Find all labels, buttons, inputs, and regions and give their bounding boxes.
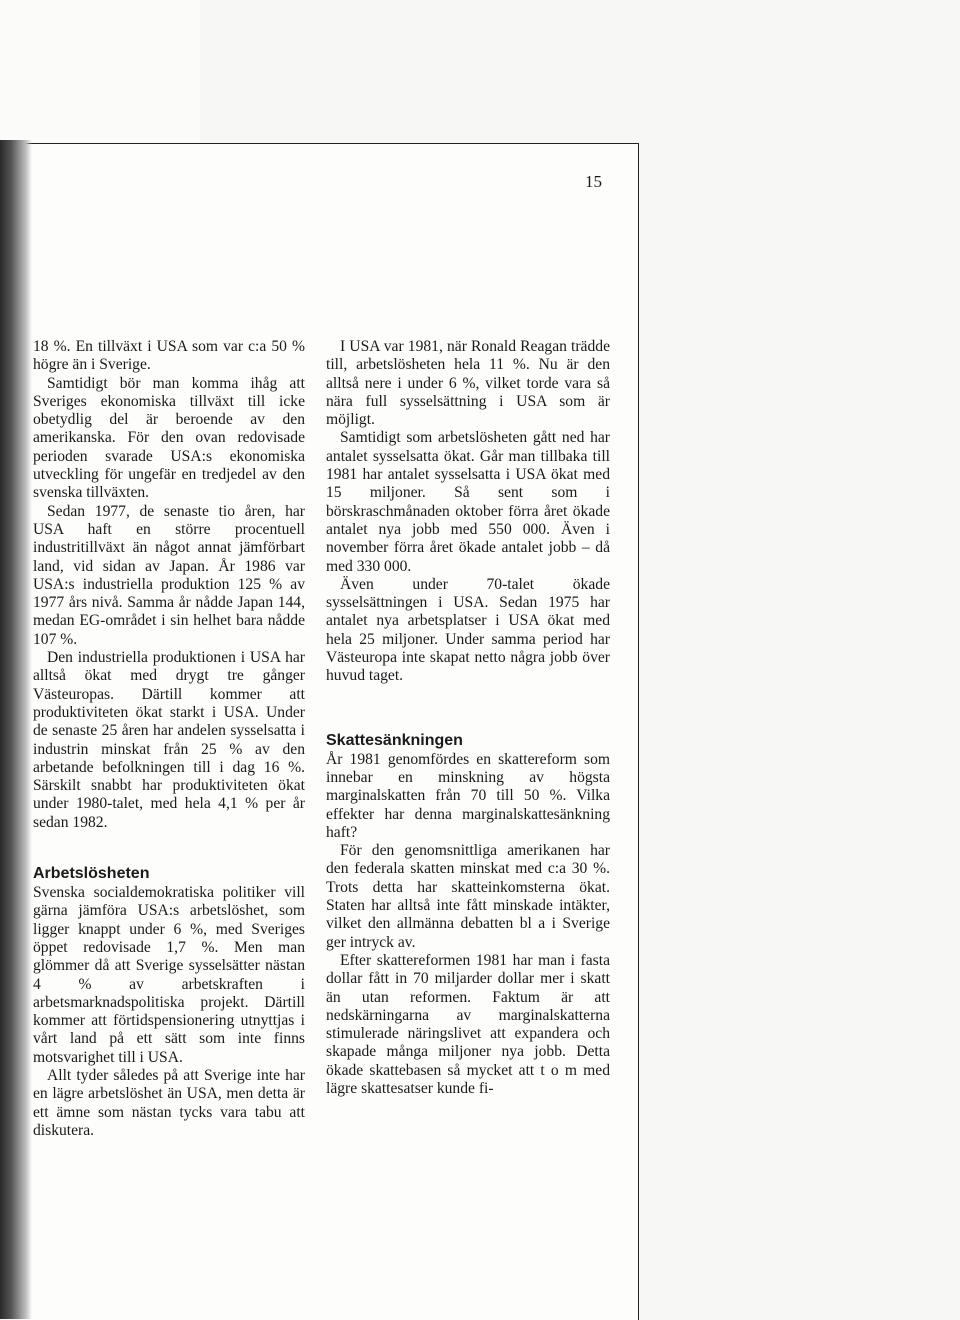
right-column [326, 338, 610, 1098]
paragraph: Den industriella produktionen i USA har alltså ökat med drygt tre gånger Västeuropas. Därtill kommer att produktiviteten ökat starkt i USA. Under de senaste 25 åren har andelen sysselsatta i industrin minskat från 25 % av den arbetande befolkningen till i dag 16 %. Särskilt snabbt har produktiviteten ökat under 1980-talet, med hela 4,1 % per år sedan 1982. [33, 649, 305, 831]
scan-shadow-edge [0, 140, 32, 1319]
scan-background [0, 0, 200, 145]
section-heading: Skattesänkningen [326, 731, 463, 749]
paragraph: I USA var 1981, när Ronald Reagan trädde till, arbetslösheten hela 11 %. Nu är den alltså nere i under 6 %, vilket torde vara så nära full sysselsättning i USA som är möjligt. [326, 338, 610, 429]
paragraph: Även under 70-talet ökade sysselsättningen i USA. Sedan 1975 har antalet nya arbetsplatser i USA ökat med hela 25 miljoner. Under samma period har Västeuropa inte skapat netto några jobb över huvud taget. [326, 575, 610, 685]
paragraph: År 1981 genomfördes en skattereform som innebar en minskning av högsta marginalskatten från 70 till 50 %. Vilka effekter har denna marginalskattesänkning haft? [326, 750, 610, 841]
paragraph: Efter skattereformen 1981 har man i fasta dollar fått in 70 miljarder dollar mer i skatt än utan reformen. Faktum är att nedskärningarna av marginalskatterna stimulerade näringslivet att expandera och skapade många miljoner nya jobb. Detta ökade skattebasen så mycket att t o m med lägre skattesatser kunde fi- [326, 951, 610, 1097]
page-number: 15 [585, 172, 602, 191]
paragraph: Svenska socialdemokratiska politiker vill gärna jämföra USA:s arbetslöshet, som ligger knappt under 6 %, med Sveriges öppet redovisade 1,7 %. Men man glömmer då att Sverige sysselsätter nästan 4 % av arbetskraften i arbetsmarknadspolitiska projekt. Därtill kommer att förtidspensionering utnyttjas i vårt land på ett sätt som inte finns motsvarighet till i USA. [33, 884, 305, 1066]
paragraph: För den genomsnittliga amerikanen har den federala skatten minskat med c:a 30 %. Trots detta har skatteinkomsterna ökat. Staten har alltså inte fått minskade intäkter, vilket den allmänna debatten bl a i Sverige ger intryck av. [326, 842, 610, 951]
paragraph: 18 %. En tillväxt i USA som var c:a 50 % högre än i Sverige. [33, 338, 305, 374]
paragraph: Samtidigt bör man komma ihåg att Sveriges ekonomiska tillväxt till icke obetydlig del är beroende av den amerikanska. För den ovan redovisade perioden svarade USA:s ekonomiska utveckling för ungefär en tredjedel av den svenska tillväxten. [33, 374, 305, 502]
paragraph: Sedan 1977, de senaste tio åren, har USA haft en större procentuell industritillväxt än något annat jämförbart land, vid sidan av Japan. År 1986 var USA:s industriella produktion 125 % av 1977 års nivå. Samma år nådde Japan 144, medan EG-området i sin helhet bara nådde 107 %. [33, 502, 305, 648]
paragraph: Allt tyder således på att Sverige inte har en lägre arbetslöshet än USA, men detta är ett ämne som nästan tycks vara tabu att diskutera. [33, 1066, 305, 1139]
left-column [33, 338, 305, 1140]
paragraph: Samtidigt som arbetslösheten gått ned har antalet sysselsatta ökat. Går man tillbaka till 1981 har antalet sysselsatta i USA ökat med 15 miljoner. Så sent som i börskraschmånaden oktober förra året ökade antalet nya jobb med 550 000. Även i november förra året ökade antalet jobb – då med 330 000. [326, 429, 610, 575]
section-heading: Arbetslösheten [33, 865, 150, 883]
